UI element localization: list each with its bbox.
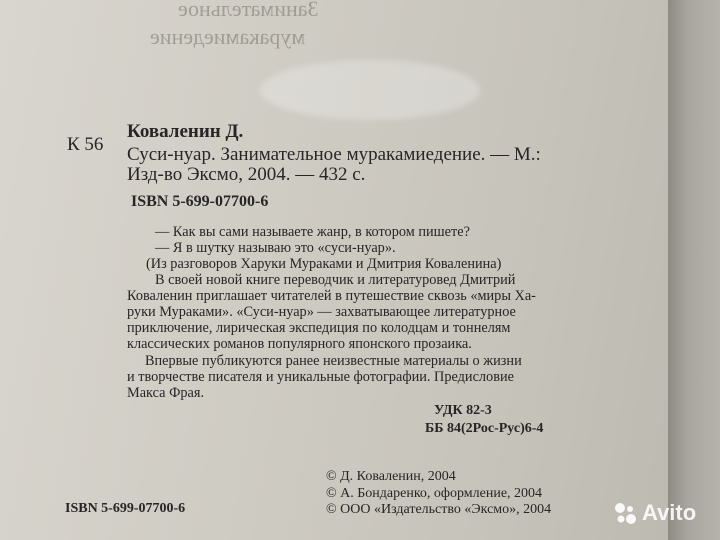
bleed-through-text-2: муракамиедение — [150, 24, 306, 49]
annotation-line: и творчестве писателя и уникальные фотографии. Предисловие — [127, 369, 514, 385]
annotation-line: — Как вы сами называете жанр, в котором пишете? — [155, 224, 470, 240]
annotation-line: приключение, лирическая экспедиция по колодцам и тоннелям — [127, 320, 511, 336]
annotation-line: Макса Фрая. — [127, 385, 205, 401]
annotation-line: В своей новой книге переводчик и литературовед Дмитрий — [155, 272, 516, 288]
annotation-line: Впервые публикуются ранее неизвестные материалы о жизни — [145, 353, 522, 369]
annotation-line: классических романов популярного японского прозаика. — [127, 336, 472, 352]
paper-highlight — [260, 60, 480, 120]
bleed-through-text-1: Занимательное — [178, 0, 319, 21]
bibliographic-line-1: Суси-нуар. Занимательное муракамиедение. — М.: — [127, 144, 541, 165]
copyright-line: © ООО «Издательство «Эксмо», 2004 — [326, 502, 552, 517]
isbn-bottom: ISBN 5-699-07700-6 — [65, 501, 186, 516]
bibliographic-line-2: Изд-во Эксмо, 2004. — 432 с. — [127, 164, 366, 185]
copyright-line: © Д. Коваленин, 2004 — [326, 469, 456, 484]
annotation-line: Коваленин приглашает читателей в путешествие сквозь «миры Ха- — [127, 288, 536, 304]
annotation-line: руки Мураками». «Суси-нуар» — захватывающее литературное — [127, 304, 516, 320]
adjacent-page-edge — [668, 0, 720, 540]
author-name: Коваленин Д. — [127, 121, 244, 142]
isbn-main: ISBN 5-699-07700-6 — [131, 193, 269, 210]
avito-watermark — [612, 500, 696, 526]
annotation-line: (Из разговоров Харуки Мураками и Дмитрия Коваленина) — [146, 256, 502, 272]
avito-logo-icon — [612, 500, 638, 526]
watermark-text: Avito — [642, 500, 697, 525]
bbk-code: ББ 84(2Рос-Рус)6-4 — [425, 421, 544, 436]
copyright-line: © А. Бондаренко, оформление, 2004 — [326, 486, 543, 501]
annotation-line: — Я в шутку называю это «суси-нуар». — [155, 240, 396, 256]
catalog-code: К 56 — [67, 134, 104, 155]
udk-code: УДК 82-3 — [434, 403, 492, 418]
